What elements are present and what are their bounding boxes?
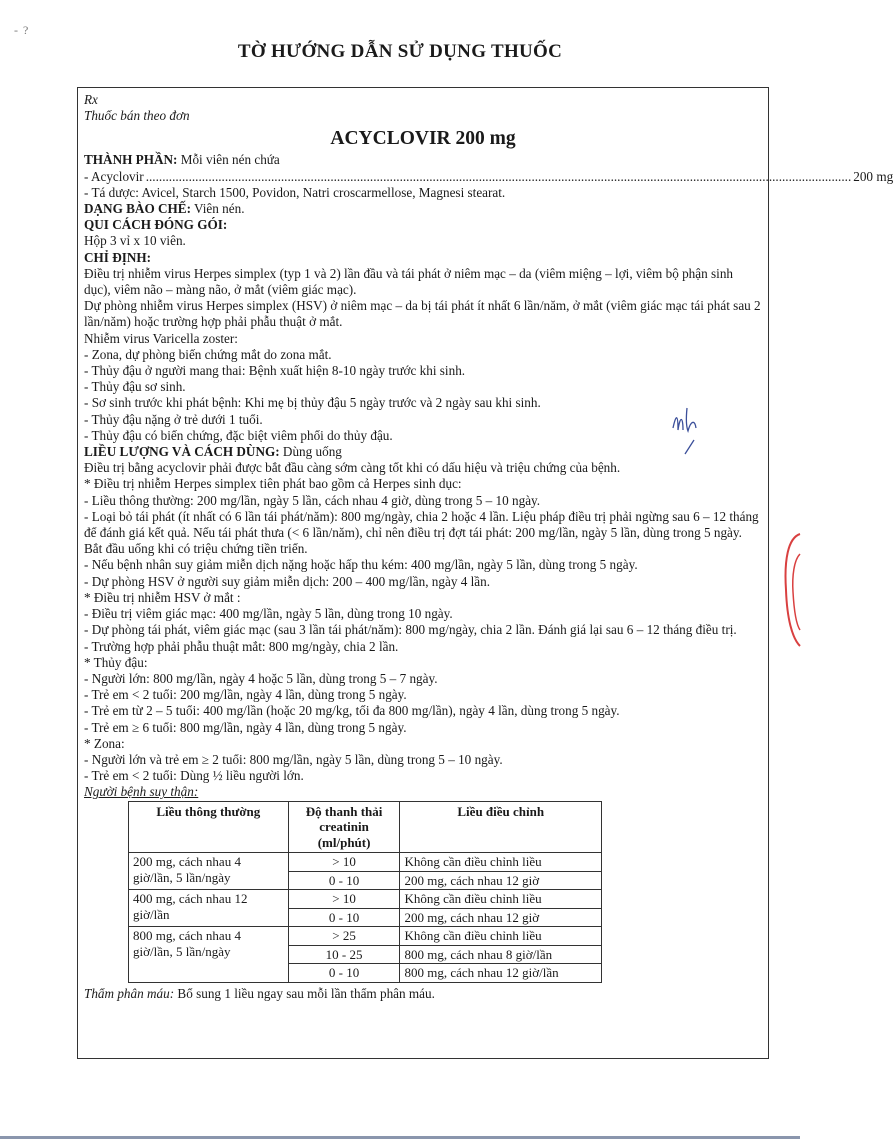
red-stamp-edge <box>778 530 800 650</box>
adjusted-dose-cell: 800 mg, cách nhau 8 giờ/lần <box>400 945 602 964</box>
dosage-line: - Người lớn và trẻ em ≥ 2 tuổi: 800 mg/lần, ngày 5 lần, dùng trong 5 – 10 ngày. <box>84 751 503 767</box>
dosage-line: - Liều thông thường: 200 mg/lần, ngày 5 lần, cách nhau 4 giờ, dùng trong 5 – 10 ngày. <box>84 492 541 508</box>
clearance-cell: > 10 <box>288 890 400 909</box>
dosage-line: * Điều trị nhiễm Herpes simplex tiên phát bao gồm cả Herpes sinh dục: <box>84 476 462 492</box>
indications-list <box>84 266 762 444</box>
indications-section <box>84 250 762 444</box>
clearance-cell: 0 - 10 <box>288 871 400 890</box>
dosage-line: - Loại bỏ tái phát (ít nhất có 6 lần tái phát/năm): 800 mg/ngày, chia 2 hoặc 4 lần. Liệu pháp điều trị phải ngừng sau 6 – 12 tháng để đánh giá kết quả. Nếu tái phát thưa (< 6 lần/năm), chỉ nên điều trị đợt tái phát: 200 mg/lần, ngày 5 lần, dùng trong 5 ngày. Bắt đầu uống khi có triệu chứng tiền triển. <box>84 508 759 557</box>
dosage-line: - Điều trị viêm giác mạc: 400 mg/lần, ngày 5 lần, dùng trong 10 ngày. <box>84 606 453 622</box>
dosage-line: Điều trị bằng acyclovir phải được bắt đầu càng sớm càng tốt khi có dấu hiệu và triệu chứng của bệnh. <box>84 460 621 476</box>
renal-section <box>84 784 762 982</box>
adjusted-dose-cell: 200 mg, cách nhau 12 giờ <box>400 908 602 927</box>
dosage-line: * Zona: <box>84 735 125 751</box>
clearance-cell: > 10 <box>288 853 400 872</box>
adjusted-dose-cell: Không cần điều chỉnh liều <box>400 890 602 909</box>
packaging-section <box>84 217 762 249</box>
table-row <box>129 927 602 946</box>
dialysis-text: Bổ sung 1 liều ngay sau mỗi lần thẩm phân máu. <box>174 985 435 1001</box>
dosage-line: - Dự phòng HSV ở người suy giảm miễn dịch: 200 – 400 mg/lần, ngày 4 lần. <box>84 573 491 589</box>
indication-line: Dự phòng nhiễm virus Herpes simplex (HSV) ở niêm mạc – da bị tái phát ít nhất 6 lần/năm, ở mắt (viêm giác mạc tái phát sau 2 lần/năm) hoặc trường hợp phải phẫu thuật ở mắt. <box>84 298 761 330</box>
renal-title: Người bệnh suy thận: <box>84 784 199 800</box>
composition-intro: Mỗi viên nén chứa <box>177 152 280 168</box>
corner-handwritten-mark: - ? <box>14 23 30 37</box>
usual-dose-cell: 800 mg, cách nhau 4 giờ/lần, 5 lần/ngày <box>129 927 289 983</box>
dosage-form-text: Viên nén. <box>190 201 245 217</box>
table-row <box>129 890 602 909</box>
indication-line: - Thủy đậu có biến chứng, đặc biệt viêm phổi do thủy đậu. <box>84 427 393 443</box>
active-ingredient-dots: ...................................................................................................................................................................................................................... <box>145 168 852 184</box>
drug-name: ACYCLOVIR 200 mg <box>330 128 516 150</box>
dosage-line: - Người lớn: 800 mg/lần, ngày 4 hoặc 5 lần, dùng trong 5 – 7 ngày. <box>84 670 438 686</box>
document-title: TỜ HƯỚNG DẪN SỬ DỤNG THUỐC <box>237 41 563 62</box>
dosage-line: * Điều trị nhiễm HSV ở mắt : <box>84 589 241 605</box>
bottom-edge-line <box>0 1136 800 1139</box>
active-ingredient-name: - Acyclovir <box>84 168 144 184</box>
indications-heading: CHỈ ĐỊNH: <box>84 249 152 265</box>
indication-line: - Thủy đậu nặng ở trẻ dưới 1 tuổi. <box>84 411 263 427</box>
prescription-note: Thuốc bán theo đơn <box>84 108 190 124</box>
dosage-line: * Thủy đậu: <box>84 654 148 670</box>
column-header-adjusted-dose: Liều điều chỉnh <box>400 801 602 853</box>
dosage-heading: LIỀU LƯỢNG VÀ CÁCH DÙNG: <box>84 444 280 460</box>
dosage-section <box>84 444 762 784</box>
indication-line: - Sơ sinh trước khi phát bệnh: Khi mẹ bị thủy đậu 5 ngày trước và 2 ngày sau khi sinh. <box>84 395 541 411</box>
table-row <box>129 853 602 872</box>
excipients: - Tá dược: Avicel, Starch 1500, Povidon, Natri croscarmellose, Magnesi stearat. <box>84 184 506 200</box>
dosage-form-heading: DẠNG BÀO CHẾ: <box>84 201 191 217</box>
indication-line: Điều trị nhiễm virus Herpes simplex (typ 1 và 2) lần đầu và tái phát ở niêm mạc – da (viêm miệng – lợi, viêm bộ phận sinh dục), viêm não – màng não, ở mắt (viêm giác mạc). <box>84 265 734 298</box>
dosage-line: - Trẻ em từ 2 – 5 tuổi: 400 mg/lần (hoặc 20 mg/kg, tối đa 800 mg/lần), ngày 4 lần, dùng trong 5 ngày. <box>84 703 620 719</box>
usual-dose-cell: 200 mg, cách nhau 4 giờ/lần, 5 lần/ngày <box>129 853 289 890</box>
dosage-line: - Trẻ em ≥ 6 tuổi: 800 mg/lần, ngày 4 lần, dùng trong 5 ngày. <box>84 719 407 735</box>
column-header-creatinine-clearance: Độ thanh thải creatinin (ml/phút) <box>288 801 400 853</box>
dosage-line: - Dự phòng tái phát, viêm giác mạc (sau 3 lần tái phát/năm): 800 mg/ngày, chia 2 lần. Đánh giá lại sau 6 – 12 tháng điều trị. <box>84 622 737 638</box>
clearance-cell: 0 - 10 <box>288 964 400 983</box>
dosage-form-section <box>84 201 762 217</box>
rx-symbol: Rx <box>84 92 98 107</box>
dosage-route: Dùng uống <box>279 444 342 460</box>
packaging-text: Hộp 3 vỉ x 10 viên. <box>84 233 186 249</box>
renal-table-body <box>129 853 602 983</box>
composition-section <box>84 152 893 201</box>
composition-heading: THÀNH PHẦN: <box>84 152 178 168</box>
renal-dose-table <box>128 801 602 983</box>
dosage-line: - Trường hợp phải phẫu thuật mắt: 800 mg/ngày, chia 2 lần. <box>84 638 399 654</box>
adjusted-dose-cell: 200 mg, cách nhau 12 giờ <box>400 871 602 890</box>
indication-line: - Thủy đậu sơ sinh. <box>84 379 186 395</box>
clearance-cell: 0 - 10 <box>288 908 400 927</box>
column-header-usual-dose: Liều thông thường <box>129 801 289 853</box>
dialysis-note <box>84 986 762 1002</box>
adjusted-dose-cell: Không cần điều chỉnh liều <box>400 853 602 872</box>
indication-line: - Zona, dự phòng biến chứng mắt do zona mắt. <box>84 346 332 362</box>
packaging-heading: QUI CÁCH ĐÓNG GÓI: <box>84 217 228 233</box>
adjusted-dose-cell: Không cần điều chỉnh liều <box>400 927 602 946</box>
indication-line: - Thủy đậu ở người mang thai: Bệnh xuất hiện 8-10 ngày trước khi sinh. <box>84 363 466 379</box>
dialysis-label: Thẩm phân máu: <box>84 985 175 1001</box>
dosage-line: - Trẻ em < 2 tuổi: 200 mg/lần, ngày 4 lần, dùng trong 5 ngày. <box>84 687 407 703</box>
adjusted-dose-cell: 800 mg, cách nhau 12 giờ/lần <box>400 964 602 983</box>
clearance-cell: > 25 <box>288 927 400 946</box>
active-ingredient-amount: 200 mg <box>853 168 893 184</box>
table-header-row <box>129 801 602 853</box>
clearance-cell: 10 - 25 <box>288 945 400 964</box>
indication-line: Nhiễm virus Varicella zoster: <box>84 330 238 346</box>
active-ingredient-line <box>84 168 893 185</box>
usual-dose-cell: 400 mg, cách nhau 12 giờ/lần <box>129 890 289 927</box>
dosage-line: - Nếu bệnh nhân suy giảm miễn dịch nặng hoặc hấp thu kém: 400 mg/lần, ngày 5 lần, dùng trong 5 ngày. <box>84 557 638 573</box>
handwritten-initials <box>670 404 710 456</box>
leaflet-frame <box>77 87 893 1059</box>
dosage-list <box>84 460 762 784</box>
dosage-line: - Trẻ em < 2 tuổi: Dùng ½ liều người lớn. <box>84 768 304 784</box>
